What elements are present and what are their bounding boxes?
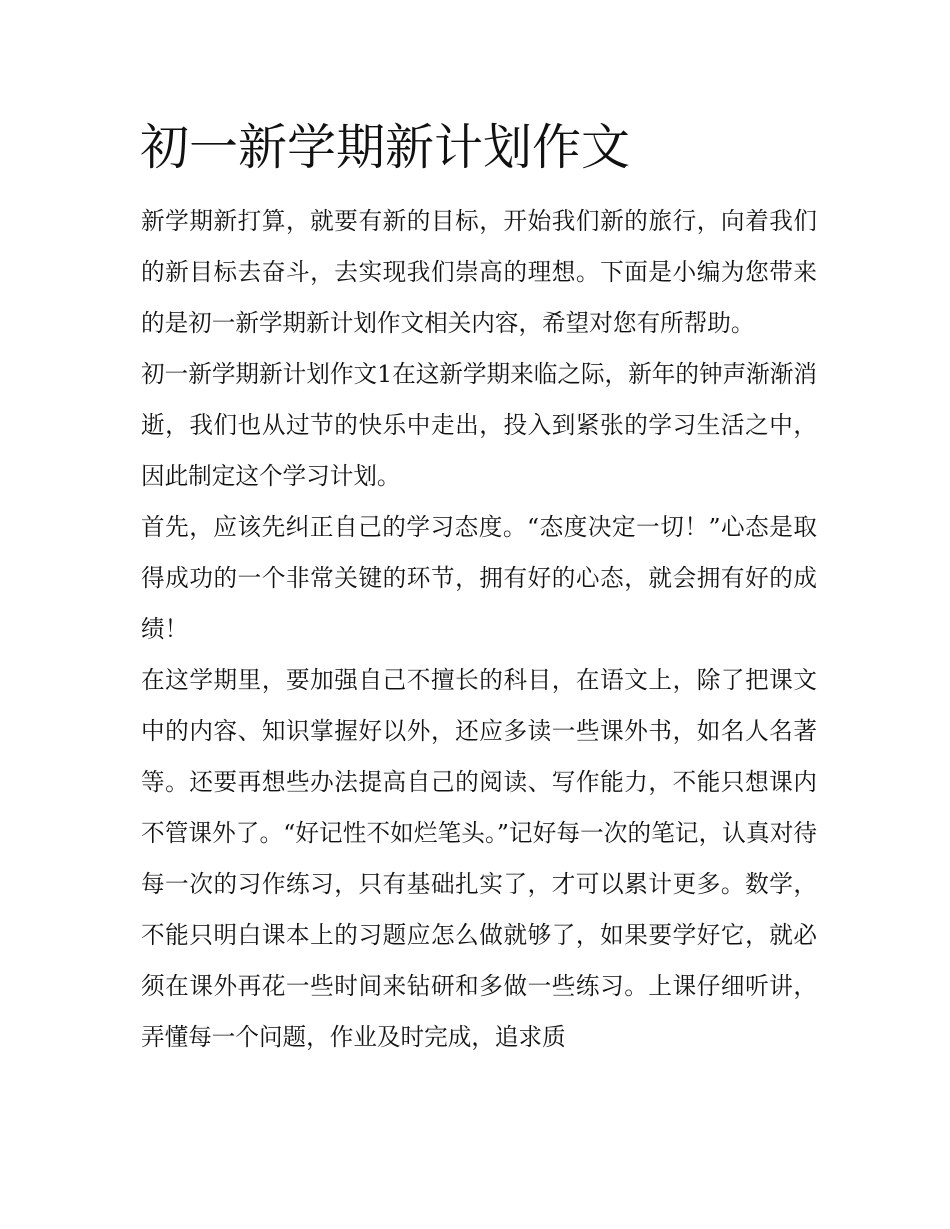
paragraph-attitude: 首先，应该先纠正自己的学习态度。“态度决定一切！”心态是取得成功的一个非常关键的环节，拥有好的心态，就会拥有好的成绩！ bbox=[141, 513, 817, 643]
paragraph-essay-1-opening: 初一新学期新计划作文1在这新学期来临之际，新年的钟声渐渐消逝，我们也从过节的快乐中走出，投入到紧张的学习生活之中，因此制定这个学习计划。 bbox=[141, 360, 817, 490]
paragraph-subjects: 在这学期里，要加强自己不擅长的科目，在语文上，除了把课文中的内容、知识掌握好以外，还应多读一些课外书，如名人名著等。还要再想些办法提高自己的阅读、写作能力，不能只想课内不管课外了。“好记性不如烂笔头。”记好每一次的笔记，认真对待每一次的习作练习，只有基础扎实了，才可以累计更多。数学，不能只明白课本上的习题应怎么做就够了，如果要学好它，就必须在课外再花一些时间来钻研和多做一些练习。上课仔细听讲，弄懂每一个问题，作业及时完成，追求质 bbox=[141, 666, 817, 1051]
document-body bbox=[141, 196, 817, 1063]
document-title: 初一新学期新计划作文 bbox=[140, 119, 631, 176]
paragraph-intro: 新学期新打算，就要有新的目标，开始我们新的旅行，向着我们的新目标去奋斗，去实现我们崇高的理想。下面是小编为您带来的是初一新学期新计划作文相关内容，希望对您有所帮助。 bbox=[141, 207, 817, 337]
